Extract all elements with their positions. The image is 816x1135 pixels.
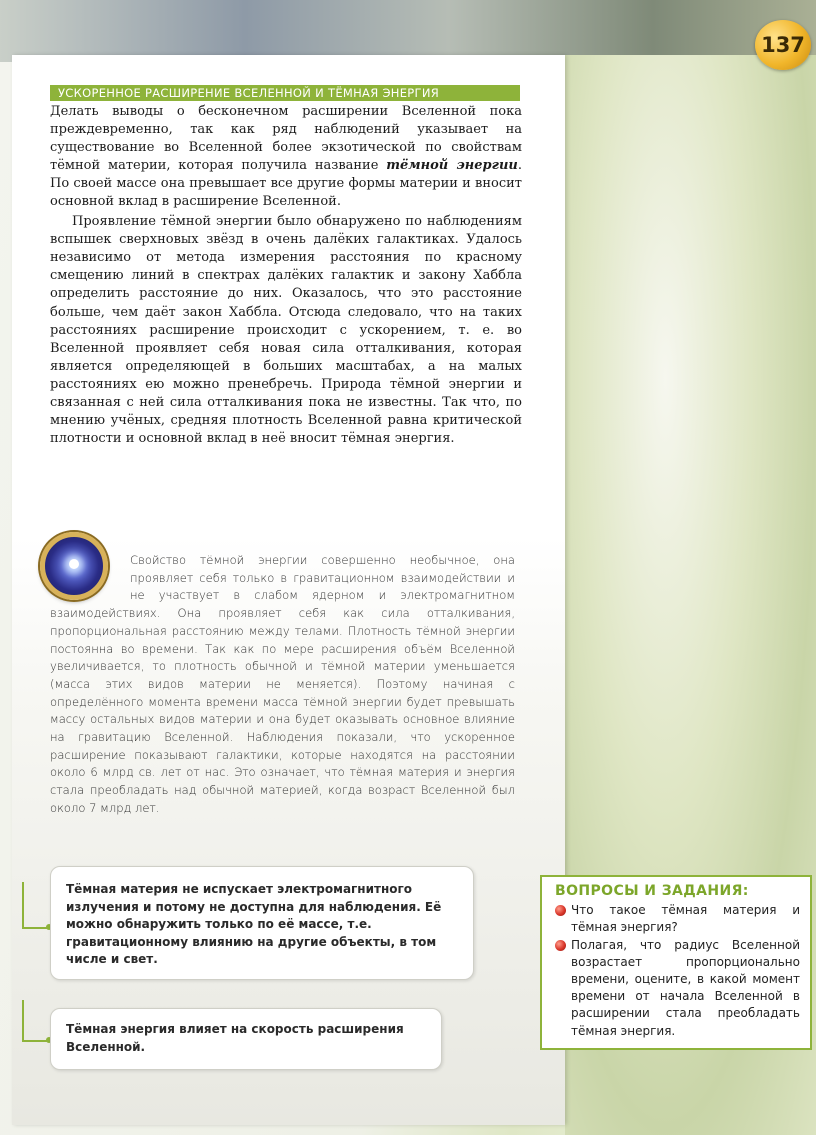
page-number-badge bbox=[755, 20, 811, 70]
info-block: Свойство тёмной энергии совершенно необычное, она проявляет себя только в гравитационном взаимодействии и не участвует в слабом ядерном и электромагнитном взаимодействиях. Она проявляет себя как сила отталкивания, пропорциональная расстоянию между телами. Плотность тёмной энергии постоянна во времени. Так как по мере расширения объём Вселенной увеличивается, то плотность обычной и тёмной материи уменьшается (масса этих видов материи не меняется). Поэтому начиная с определённого момента времени масса тёмной энергии будет превышать массу остальных видов материи и она будет оказывать основное влияние на гравитацию Вселенной. Наблюдения показали, что ускоренное расширение показывают галактики, которые находятся на расстоянии около 6 млрд св. лет от нас. Это означает, что тёмная материя и энергия стала преобладать над обычной материей, когда возраст Вселенной был около 7 млрд лет. bbox=[50, 553, 515, 815]
red-bullet-icon bbox=[555, 905, 566, 916]
connector-line bbox=[22, 882, 24, 927]
main-text bbox=[50, 103, 522, 448]
paragraph-1-start: Делать выводы о бесконечном расширении Вселенной пока преждевременно, так как ряд наблюдений указывает на существование во Вселенной более экзотической по свойствам тёмной материи, которая получила название bbox=[50, 104, 522, 174]
note-dark-matter: Тёмная материя не испускает электромагнитного излучения и потому не доступна для наблюдения. Её можно обнаружить только по её массе, т.е. гравитационному влиянию на другие объекты, в том числе и свет. bbox=[50, 866, 474, 980]
paragraph-2: Проявление тёмной энергии было обнаружено по наблюдениям вспышек сверхновых звёзд в очень далёких галактиках. Удалось независимо от метода измерения расстояния по красному смещению линий в спектрах далёких галактик и закону Хаббла определить расстояние до них. Оказалось, что это расстояние больше, чем даёт закон Хаббла. Отсюда следовало, что на таких расстояниях расширение происходит с ускорением, т. е. во Вселенной проявляет себя новая сила отталкивания, которая является определяющей в больших масштабах, а на малых расстояниях ею можно пренебречь. Природа тёмной энергии и связанная с ней сила отталкивания пока не известны. Так что, по мнению учёных, средняя плотность Вселенной равна критической плотности и основной вклад в неё вносит тёмная энергия. bbox=[50, 214, 522, 446]
term-dark-energy: тёмной энергии bbox=[386, 158, 518, 174]
question-text: Полагая, что радиус Вселенной возрастает пропорционально времени, оцените, в какой момент времени от начала Вселенной в расширении стала преобладать тёмная энергия. bbox=[571, 937, 800, 1038]
paragraph-1 bbox=[50, 103, 522, 211]
top-cosmic-banner bbox=[0, 0, 816, 62]
questions-title: ВОПРОСЫ И ЗАДАНИЯ: bbox=[555, 883, 749, 899]
question-text: Что такое тёмная материя и тёмная энергия? bbox=[571, 903, 800, 935]
section-title: УСКОРЕННОЕ РАСШИРЕНИЕ ВСЕЛЕННОЙ И ТЁМНАЯ ЭНЕРГИЯ bbox=[50, 85, 520, 101]
questions-box bbox=[540, 875, 812, 1050]
question-item bbox=[555, 902, 800, 936]
question-item bbox=[555, 937, 800, 1040]
red-bullet-icon bbox=[555, 940, 566, 951]
paragraph-1-end: . По своей массе она превышает все другие формы материи и вносит основной вклад в расширение Вселенной. bbox=[50, 158, 522, 210]
connector-line bbox=[22, 1000, 24, 1040]
note-dark-energy: Тёмная энергия влияет на скорость расширения Вселенной. bbox=[50, 1008, 442, 1070]
page-number: 137 bbox=[761, 33, 805, 57]
